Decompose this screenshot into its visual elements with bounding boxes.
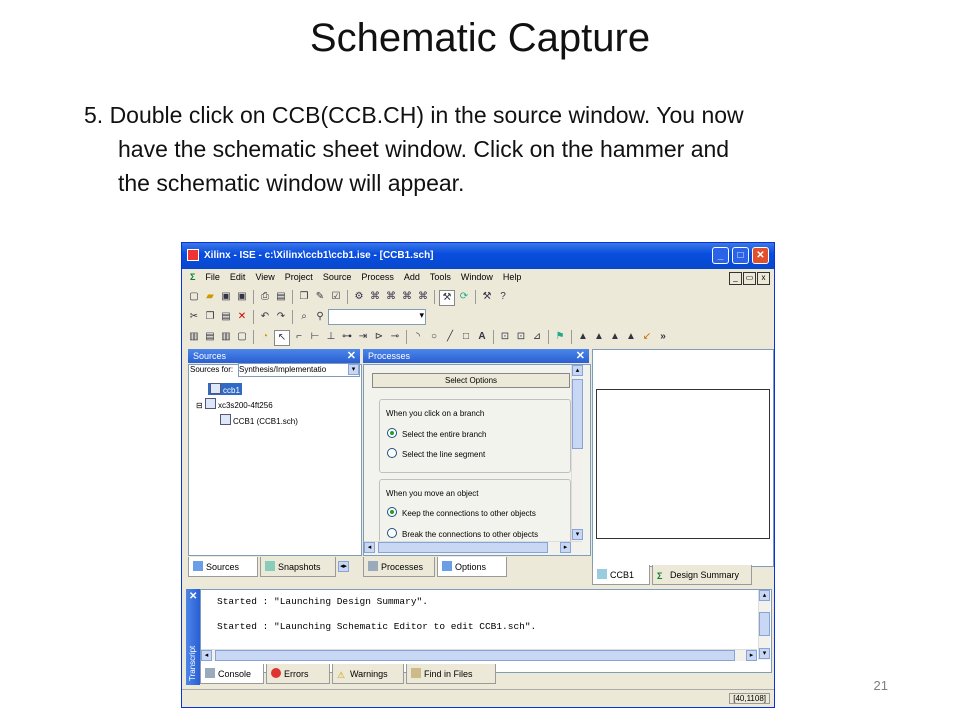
chip-device-icon [205, 398, 216, 409]
instruction-line-3: the schematic window will appear. [118, 170, 465, 196]
transcript-close-icon[interactable]: ✕ [189, 591, 198, 602]
rectangle-icon[interactable]: □ [462, 331, 470, 342]
window-horiz-icon[interactable]: ▤ [205, 331, 215, 342]
app-icon [187, 249, 199, 261]
processes-panel-header [363, 349, 589, 363]
scroll-thumb[interactable] [759, 612, 770, 636]
tab-design-summary[interactable]: Σ Design Summary [652, 565, 752, 585]
scroll-left-icon[interactable]: ◂ [201, 650, 212, 661]
processes-title: Processes [368, 351, 411, 361]
transcript-sidebar [186, 589, 200, 685]
radio-break-connections[interactable]: Break the connections to other objects [387, 528, 538, 539]
chip-icon[interactable]: ⚙ [354, 291, 364, 302]
text-icon[interactable]: A [478, 331, 486, 342]
toolbar-row-1 [186, 287, 770, 307]
processes-hscroll[interactable] [364, 541, 582, 553]
select-options-header: Select Options [372, 373, 570, 388]
log-line-2: Started : "Launching Schematic Editor to edit CCB1.sch". [217, 621, 537, 632]
sim-icon-4[interactable]: ▲ [626, 331, 636, 342]
menu-view[interactable]: View [255, 272, 275, 282]
window-cascade-icon[interactable]: ▢ [237, 331, 247, 342]
delete-icon[interactable]: ✕ [237, 311, 247, 322]
radio-keep-connections[interactable]: Keep the connections to other objects [387, 507, 536, 518]
toolbar-separator [253, 330, 254, 344]
menu-window[interactable]: Window [460, 272, 493, 282]
maximize-button[interactable]: □ [732, 247, 749, 264]
circle-icon[interactable]: ○ [430, 331, 438, 342]
sources-for-label: Sources for: [190, 365, 234, 374]
sigma-icon: Σ [190, 272, 196, 282]
scroll-down-icon[interactable]: ▾ [572, 529, 583, 540]
window-vert-icon[interactable]: ▥ [221, 331, 231, 342]
paint-icon[interactable]: ↙ [642, 331, 652, 342]
scroll-thumb[interactable] [378, 542, 548, 553]
more-icon[interactable]: » [660, 331, 666, 342]
sources-panel-header [188, 349, 360, 363]
toolbar-separator [571, 330, 572, 344]
tree-item-device[interactable]: ⊟ xc3s200-4ft256 [196, 398, 273, 410]
hierarchy-up-icon[interactable]: ⌘ [402, 291, 412, 302]
tab-sources[interactable]: Sources [188, 557, 258, 577]
minimize-button[interactable]: _ [712, 247, 729, 264]
add-net-icon[interactable]: ⊢ [310, 331, 320, 342]
check-icon[interactable]: ☑ [331, 291, 341, 302]
mdi-controls [728, 272, 770, 285]
mdi-minimize-icon[interactable]: _ [729, 272, 742, 285]
tab-snapshots[interactable]: Snapshots [260, 557, 336, 577]
find-files-icon [411, 668, 421, 678]
sim-icon-2[interactable]: ▲ [594, 331, 604, 342]
push-icon[interactable]: ⊿ [532, 331, 542, 342]
print-icon[interactable]: ⎙ [261, 291, 269, 302]
toolbar-row-2 [186, 307, 770, 327]
radio-entire-branch[interactable]: Select the entire branch [387, 428, 487, 439]
slide-title: Schematic Capture [309, 16, 651, 60]
hammer-icon[interactable]: ⚒ [439, 290, 455, 306]
menu-file[interactable]: File [205, 272, 220, 282]
move-group-label: When you move an object [386, 489, 479, 498]
instruction-line-2: have the schematic sheet window. Click on the hammer and [118, 136, 730, 162]
toolbar-row-3 [186, 327, 770, 347]
menu-tools[interactable]: Tools [429, 272, 451, 282]
paste-icon[interactable]: ▤ [221, 311, 231, 322]
save-all-icon[interactable]: ▣ [237, 291, 247, 302]
radio-selected-icon [387, 428, 397, 438]
toolbar-separator [292, 290, 293, 304]
toolbar-separator [406, 330, 407, 344]
find-combo[interactable] [328, 309, 426, 325]
toolbar-separator [434, 290, 435, 304]
console-tab-icon [205, 668, 215, 678]
check-schematic-icon[interactable]: ⊡ [500, 331, 510, 342]
transcript-hscroll[interactable] [201, 649, 757, 661]
menu-add[interactable]: Add [403, 272, 420, 282]
menu-edit[interactable]: Edit [229, 272, 246, 282]
warning-icon: ⚠ [337, 670, 346, 680]
tab-console[interactable]: Console [200, 664, 264, 684]
processes-vscroll[interactable] [571, 365, 583, 541]
transcript-tabs [200, 664, 600, 686]
add-symbol-icon[interactable]: ⊳ [374, 331, 384, 342]
sim-icon-3[interactable]: ▲ [610, 331, 620, 342]
menu-process[interactable]: Process [361, 272, 394, 282]
sources-close-icon[interactable]: ✕ [346, 350, 356, 362]
options-tab-icon [442, 561, 452, 571]
project-icon [210, 383, 221, 394]
sim-icon-1[interactable]: ▲ [578, 331, 588, 342]
radio-selected-icon [387, 507, 397, 517]
tree-item-schematic[interactable]: CCB1 (CCB1.sch) [220, 414, 298, 426]
copy-icon[interactable]: ❐ [299, 291, 309, 302]
select-arrow-icon[interactable]: ↖ [274, 330, 290, 346]
edit-icon[interactable]: ✎ [315, 291, 325, 302]
menu-project[interactable]: Project [284, 272, 313, 282]
title-bar [182, 243, 774, 269]
sources-title: Sources [193, 351, 227, 361]
add-marker-icon[interactable]: ⇥ [358, 331, 368, 342]
status-bar [182, 689, 774, 708]
sources-tabs [188, 557, 360, 579]
radio-line-segment[interactable]: Select the line segment [387, 448, 485, 459]
tree-icon[interactable]: ⌘ [418, 291, 428, 302]
save-icon[interactable]: ▣ [221, 291, 231, 302]
hierarchy-icon[interactable]: ⌘ [370, 291, 380, 302]
toolbar-separator [548, 330, 549, 344]
cut-icon[interactable]: ✂ [189, 311, 199, 322]
toolbar-separator [253, 310, 254, 324]
add-instance-icon[interactable]: ⊸ [390, 331, 400, 342]
arc-icon[interactable]: ◝ [416, 331, 420, 342]
menu-help[interactable]: Help [502, 272, 522, 282]
processes-tab-icon [368, 561, 378, 571]
tab-warnings[interactable]: ⚠ Warnings [332, 664, 404, 684]
sources-for-dropdown-icon[interactable]: ▾ [348, 364, 359, 375]
lightbulb-icon[interactable]: ◔ [261, 331, 269, 342]
page-number: 21 [873, 678, 888, 693]
undo-icon[interactable]: ↶ [260, 311, 270, 322]
print-preview-icon[interactable]: ▤ [276, 291, 286, 302]
log-line-1: Started : "Launching Design Summary". [217, 596, 428, 607]
error-icon [271, 668, 281, 678]
toolbar-separator [253, 290, 254, 304]
open-icon[interactable]: ▰ [206, 291, 214, 302]
close-button[interactable]: ✕ [752, 247, 769, 264]
rules-icon[interactable]: ⊡ [516, 331, 526, 342]
help-pointer-icon[interactable]: ? [500, 291, 506, 302]
radio-unselected-icon [387, 448, 397, 458]
transcript-title: Transcript [188, 645, 197, 681]
scroll-down-icon[interactable]: ▾ [759, 648, 770, 659]
toolbar-separator [493, 330, 494, 344]
menu-bar [182, 269, 774, 286]
instructions [84, 98, 924, 200]
transcript-vscroll[interactable] [758, 590, 770, 660]
editor-tabs [592, 565, 772, 587]
add-bus-icon[interactable]: ⊥ [326, 331, 336, 342]
snapshots-tab-icon [265, 561, 275, 571]
refresh-icon[interactable]: ⟳ [459, 291, 469, 302]
add-io-icon[interactable]: ⊶ [342, 331, 352, 342]
mdi-restore-icon[interactable]: ▭ [743, 272, 756, 285]
processes-tabs [363, 557, 589, 579]
scroll-thumb[interactable] [215, 650, 735, 661]
sources-for-select[interactable]: Synthesis/Implementatio [238, 363, 360, 377]
window-tile-icon[interactable]: ▥ [189, 331, 199, 342]
branch-group-label: When you click on a branch [386, 409, 485, 418]
scroll-right-icon[interactable]: ▸ [746, 650, 757, 661]
sources-tab-scroll-icon[interactable]: ◂▸ [339, 563, 348, 570]
scroll-up-icon[interactable]: ▴ [572, 365, 583, 376]
tools-icon[interactable]: ⚒ [482, 291, 492, 302]
processes-close-icon[interactable]: ✕ [575, 350, 585, 362]
window-title: Xilinx - ISE - c:\Xilinx\ccb1\ccb1.ise - [CCB1.sch] [204, 250, 434, 261]
sigma-tab-icon: Σ [657, 571, 663, 581]
toolbar-separator [292, 310, 293, 324]
line-icon[interactable]: ╱ [446, 331, 454, 342]
menu-source[interactable]: Source [322, 272, 352, 282]
tree-item-project[interactable]: ccb1 [208, 383, 242, 395]
schematic-file-icon [220, 414, 231, 425]
tab-find-in-files[interactable]: Find in Files [406, 664, 496, 684]
find-icon[interactable]: ⌕ [301, 311, 307, 322]
tab-errors[interactable]: Errors [266, 664, 330, 684]
schematic-tab-icon [597, 569, 607, 579]
scroll-up-icon[interactable]: ▴ [759, 590, 770, 601]
sources-tab-icon [193, 561, 203, 571]
scroll-right-icon[interactable]: ▸ [560, 542, 571, 553]
tab-options[interactable]: Options [437, 557, 507, 577]
toolbar-separator [475, 290, 476, 304]
redo-icon[interactable]: ↷ [276, 311, 286, 322]
instruction-line-1: 5. Double click on CCB(CCB.CH) in the source window. You now [84, 102, 744, 128]
scroll-thumb[interactable] [572, 379, 583, 449]
ise-window [181, 242, 775, 708]
copy2-icon[interactable]: ❐ [205, 311, 215, 322]
flag-icon[interactable]: ⚑ [555, 331, 565, 342]
schematic-sheet[interactable] [596, 389, 770, 539]
mdi-close-icon[interactable]: x [757, 272, 770, 285]
tab-ccb1[interactable]: CCB1 [592, 565, 650, 585]
radio-unselected-icon [387, 528, 397, 538]
new-icon[interactable]: ▢ [189, 291, 199, 302]
toolbar-separator [347, 290, 348, 304]
binoculars-icon[interactable]: ⚲ [316, 311, 324, 322]
tab-processes[interactable]: Processes [363, 557, 435, 577]
hierarchy-down-icon[interactable]: ⌘ [386, 291, 396, 302]
coordinate-readout: [40,1108] [729, 693, 770, 704]
add-wire-icon[interactable]: ⌐ [296, 331, 302, 342]
scroll-left-icon[interactable]: ◂ [364, 542, 375, 553]
